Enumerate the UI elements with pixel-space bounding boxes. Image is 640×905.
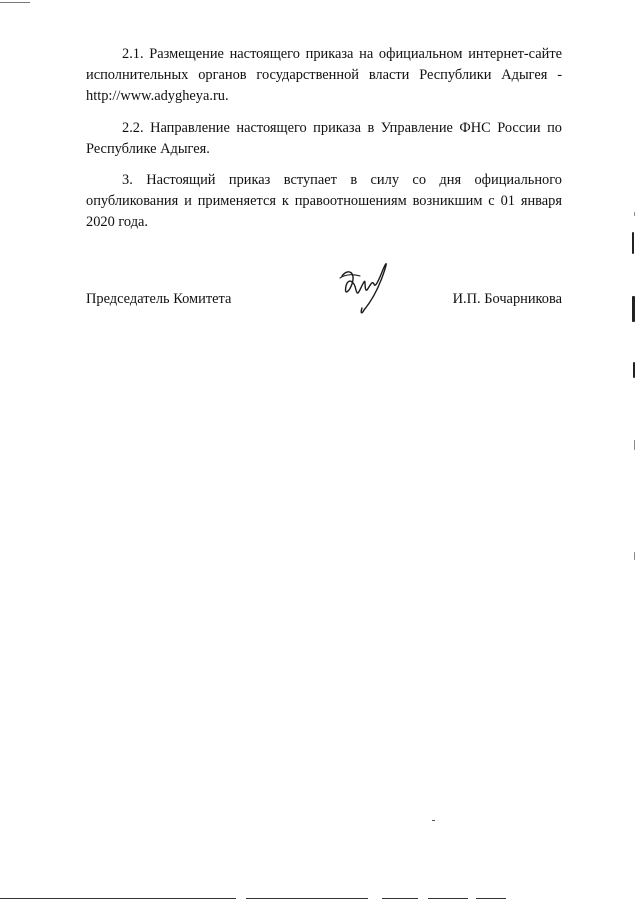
scan-artifact-bottom-line	[246, 898, 368, 899]
scan-artifact-edge-mark	[633, 362, 635, 378]
signatory-position: Председатель Комитета	[86, 291, 232, 307]
scan-artifact-edge-mark	[632, 232, 634, 254]
scan-artifact-corner-line	[0, 2, 30, 3]
scan-artifact-bottom-line	[476, 898, 506, 899]
paragraph-3: 3. Настоящий приказ вступает в силу со дня официального опубликования и применяется к правоотношениям возникшим с 01 января 2020 года.	[86, 172, 562, 230]
scan-artifact-dot	[432, 820, 435, 821]
scan-artifact-bottom-line	[0, 898, 236, 899]
scan-artifact-bottom-line	[382, 898, 418, 899]
paragraph-2-1: 2.1. Размещение настоящего приказа на официальном интернет-сайте исполнительных органов государственной власти Республики Адыгея - http://www.adygheya.ru.	[86, 46, 562, 104]
signatory-name: И.П. Бочарникова	[452, 291, 562, 307]
scan-artifact-edge-mark	[632, 296, 635, 322]
paragraph-2-2: 2.2. Направление настоящего приказа в Управление ФНС России по Республике Адыгея.	[86, 120, 562, 157]
handwritten-signature	[334, 258, 394, 320]
scan-artifact-edge-mark	[634, 212, 635, 216]
scan-artifact-edge-mark	[634, 440, 635, 450]
scan-artifact-edge-mark	[634, 552, 635, 560]
scan-artifact-bottom-line	[428, 898, 468, 899]
